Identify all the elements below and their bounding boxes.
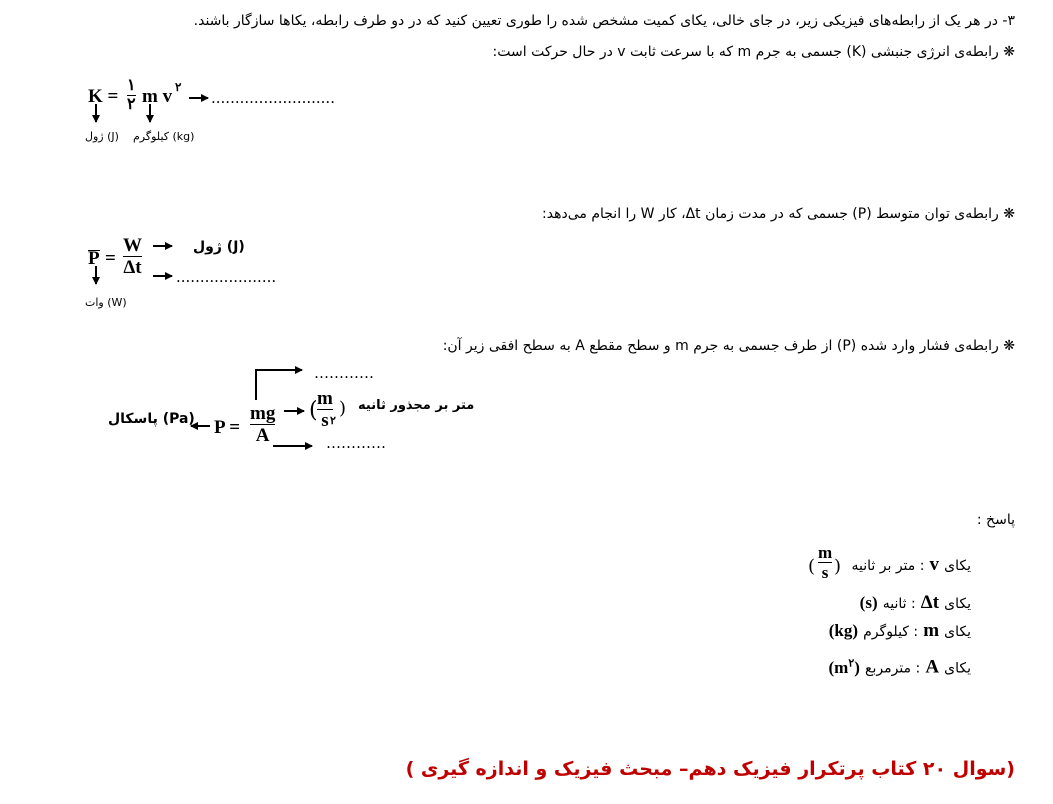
close-paren: ) [834, 556, 842, 577]
unit-numerator: m [317, 388, 333, 409]
unit-denominator: s [321, 410, 329, 431]
close-paren: ) [339, 398, 347, 419]
answer-label: یکای [944, 558, 971, 574]
answer-line-mass [829, 620, 971, 642]
answer-line-velocity [852, 554, 971, 576]
unit-joule-bold: ژول (J) [193, 239, 245, 255]
power-blank: ..................... [176, 268, 277, 286]
answer-line-area [829, 656, 971, 679]
unit-exponent: ۲ [848, 657, 855, 669]
question-intro: ۳- در هر یک از رابطه‌های فیزیکی زیر، در جای خالی، یکای کمیت مشخص شده را طوری تعیین کنید که در دو طرف رابطه، یکاها سازگار باشند. [193, 13, 1015, 29]
unit-denominator: s [821, 563, 829, 582]
k-lhs: K = [88, 86, 119, 107]
pressure-blank-bottom: ………… [326, 434, 386, 452]
answer-line-time [860, 592, 971, 614]
answer-symbol: v [929, 554, 940, 575]
bullet-icon: ❋ [1003, 44, 1015, 60]
open-paren: ( [309, 398, 318, 423]
pressure-lhs: P = [214, 417, 241, 438]
kinetic-blank: .......................... [211, 89, 335, 107]
m-v-term: m v [142, 86, 173, 107]
bullet-icon: ❋ [1003, 206, 1015, 222]
unit-exponent: ۲ [330, 415, 336, 427]
velocity-unit-fraction [818, 544, 832, 581]
p-bar-lhs: P [88, 248, 100, 269]
unit-watt: وات (W) [85, 296, 127, 309]
mg-numerator: mg [250, 403, 276, 424]
area-denominator: A [255, 425, 270, 446]
answer-desc: : کیلوگرم [863, 624, 919, 640]
work-numerator: W [123, 235, 142, 256]
unit-joule: ژول (J) [85, 130, 119, 143]
v-exponent: ۲ [175, 80, 182, 94]
answer-symbol: m [923, 620, 940, 641]
open-paren: ( [808, 556, 816, 577]
time-denominator: Δt [123, 257, 142, 278]
answer-symbol: A [925, 656, 940, 678]
answer-unit: (s) [859, 593, 878, 612]
half-denominator: ۲ [127, 96, 136, 113]
answer-label: یکای [944, 660, 971, 677]
half-numerator: ۱ [127, 77, 136, 94]
answer-symbol: Δt [920, 592, 940, 613]
answer-desc: : متر بر ثانیه [851, 558, 925, 574]
unit-close: ) [854, 657, 860, 677]
kinetic-energy-text: رابطه‌ی انرژی جنبشی (K) جسمی به جرم m که با سرعت ثابت v در حال حرکت است: [492, 44, 999, 60]
arrow-icon [256, 370, 302, 400]
unit-kilogram: کیلوگرم (kg) [133, 130, 195, 143]
answer-desc: : ثانیه [882, 596, 916, 612]
answer-label: یکای [944, 596, 971, 612]
answer-unit: (kg) [828, 621, 859, 640]
answer-label: یکای [944, 624, 971, 640]
unit-numerator: m [818, 543, 833, 562]
answer-heading: پاسخ : [976, 512, 1015, 528]
unit-base: (m [828, 657, 849, 677]
power-text: رابطه‌ی توان متوسط (P) جسمی که در مدت زمان Δt، کار W را انجام می‌دهد: [542, 206, 999, 222]
unit-label: متر بر مجذور ثانیه [358, 398, 475, 413]
power-equals: = [105, 248, 116, 269]
pressure-text: رابطه‌ی فشار وارد شده (P) از طرف جسمی به جرم m و سطح مقطع A به سطح افقی زیر آن: [442, 338, 999, 354]
unit-pascal: پاسکال (Pa) [108, 411, 195, 427]
answer-unit [829, 658, 860, 677]
answer-desc: : مترمربع [865, 660, 921, 677]
bullet-icon: ❋ [1003, 338, 1015, 354]
source-footer: (سوال ۲۰ کتاب پرتکرار فیزیک دهم– مبحث فیزیک و اندازه گیری ) [405, 758, 1015, 780]
pressure-blank-top: ………… [314, 364, 374, 382]
